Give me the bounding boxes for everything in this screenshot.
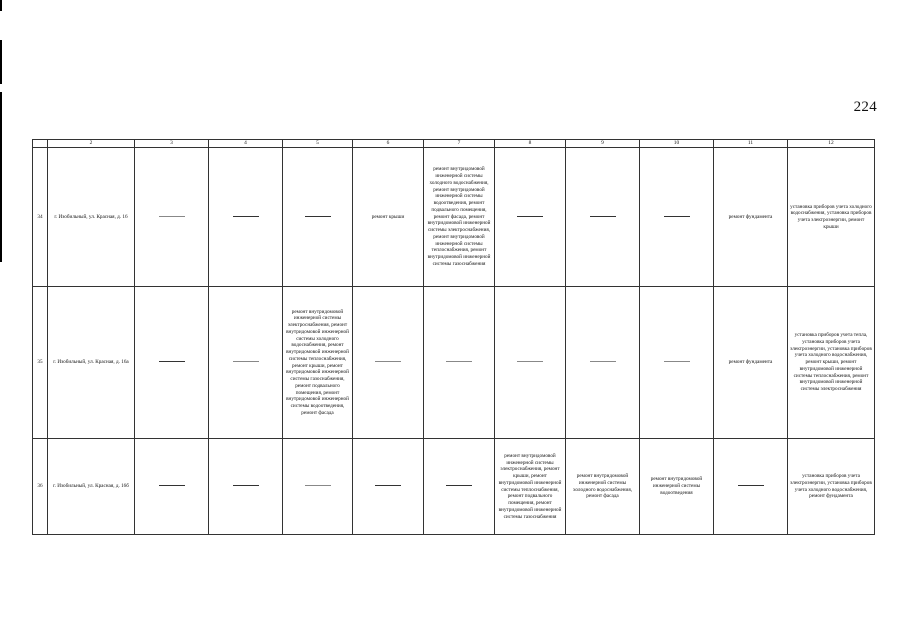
column-number-row	[33, 140, 875, 148]
work-cell: ремонт внутридомовой инженерной системы холодного водоснабжения, ремонт внутридомовой инженерной системы водоотведения, ремонт подвального помещения, ремонт фасада, ремонт внутридомовой инженерной системы электроснабжения, ремонт внутридомовой инженерной системы теплоснабжения, ремонт внутридомовой инженерной системы газоснабжения	[424, 148, 495, 287]
dash-mark	[305, 485, 331, 486]
column-number: 12	[788, 140, 875, 148]
dash-mark	[590, 361, 616, 362]
repair-schedule-table	[32, 139, 875, 535]
row-number: 36	[33, 439, 48, 535]
empty-cell	[283, 439, 353, 535]
work-cell: ремонт внутридомовой инженерной системы электроснабжения, ремонт внутридомовой инженерной системы холодного водоснабжения, ремонт внутридомовой инженерной системы теплоснабжения, ремонт крыши, ремонт внутридомовой инженерной системы газоснабжения, ремонт подвального помещения, ремонт внутридомовой инженерной системы водоотведения, ремонт фасада	[283, 287, 353, 439]
empty-cell	[714, 439, 788, 535]
dash-mark	[590, 216, 616, 217]
dash-mark	[233, 216, 259, 217]
column-number: 4	[209, 140, 283, 148]
table-row	[33, 439, 875, 535]
empty-cell	[135, 439, 209, 535]
empty-cell	[495, 148, 566, 287]
scan-edge-mark	[0, 92, 2, 262]
address-cell: г. Изобильный, ул. Красная, д. 16	[48, 148, 135, 287]
address-cell: г. Изобильный, ул. Красная, д. 16б	[48, 439, 135, 535]
dash-mark	[375, 485, 401, 486]
work-cell: ремонт фундамента	[714, 287, 788, 439]
empty-cell	[209, 439, 283, 535]
dash-mark	[159, 485, 185, 486]
dash-mark	[664, 361, 690, 362]
row-number: 35	[33, 287, 48, 439]
table-row	[33, 148, 875, 287]
dash-mark	[517, 361, 543, 362]
column-number: 2	[48, 140, 135, 148]
empty-cell	[495, 287, 566, 439]
dash-mark	[517, 216, 543, 217]
empty-cell	[209, 148, 283, 287]
dash-mark	[664, 216, 690, 217]
empty-cell	[424, 287, 495, 439]
empty-cell	[353, 439, 424, 535]
column-number: 3	[135, 140, 209, 148]
empty-cell	[353, 287, 424, 439]
dash-mark	[446, 361, 472, 362]
work-cell: установка приборов учета тепла, установка приборов учета электроэнергии, установка приборов учета холодного водоснабжения, ремонт крыши, ремонт внутридомовой инженерной системы теплоснабжения, ремонт внутридомовой инженерной системы электроснабжения	[788, 287, 875, 439]
empty-cell	[640, 287, 714, 439]
table-row	[33, 287, 875, 439]
address-cell: г. Изобильный, ул. Красная, д. 16а	[48, 287, 135, 439]
dash-mark	[159, 216, 185, 217]
column-number: 11	[714, 140, 788, 148]
empty-cell	[283, 148, 353, 287]
work-cell: ремонт внутридомовой инженерной системы водоотведения	[640, 439, 714, 535]
dash-mark	[375, 361, 401, 362]
column-number: 7	[424, 140, 495, 148]
work-cell: установка приборов учета электроэнергии, установка приборов учета холодного водоснабжения, ремонт фундамента	[788, 439, 875, 535]
column-number: 8	[495, 140, 566, 148]
work-cell: ремонт внутридомовой инженерной системы холодного водоснабжения, ремонт фасада	[566, 439, 640, 535]
empty-cell	[135, 148, 209, 287]
work-cell: ремонт фундамента	[714, 148, 788, 287]
empty-cell	[135, 287, 209, 439]
column-number: 5	[283, 140, 353, 148]
column-number: 6	[353, 140, 424, 148]
page-number: 224	[853, 99, 877, 115]
column-number	[33, 140, 48, 148]
empty-cell	[209, 287, 283, 439]
work-cell: ремонт крыши	[353, 148, 424, 287]
work-cell: установка приборов учета холодного водоснабжения, установка приборов учета электроэнергии, ремонт крыши	[788, 148, 875, 287]
dash-mark	[738, 485, 764, 486]
dash-mark	[446, 485, 472, 486]
row-number: 34	[33, 148, 48, 287]
dash-mark	[305, 216, 331, 217]
dash-mark	[233, 485, 259, 486]
scan-edge-mark	[0, 40, 2, 84]
scan-edge-mark	[0, 0, 2, 11]
empty-cell	[640, 148, 714, 287]
dash-mark	[159, 361, 185, 362]
column-number: 10	[640, 140, 714, 148]
empty-cell	[566, 148, 640, 287]
empty-cell	[566, 287, 640, 439]
dash-mark	[233, 361, 259, 362]
column-number: 9	[566, 140, 640, 148]
work-cell: ремонт внутридомовой инженерной системы электроснабжения, ремонт крыши, ремонт внутридомовой инженерной системы теплоснабжения, ремонт подвального помещения, ремонт внутридомовой инженерной системы газоснабжения	[495, 439, 566, 535]
empty-cell	[424, 439, 495, 535]
